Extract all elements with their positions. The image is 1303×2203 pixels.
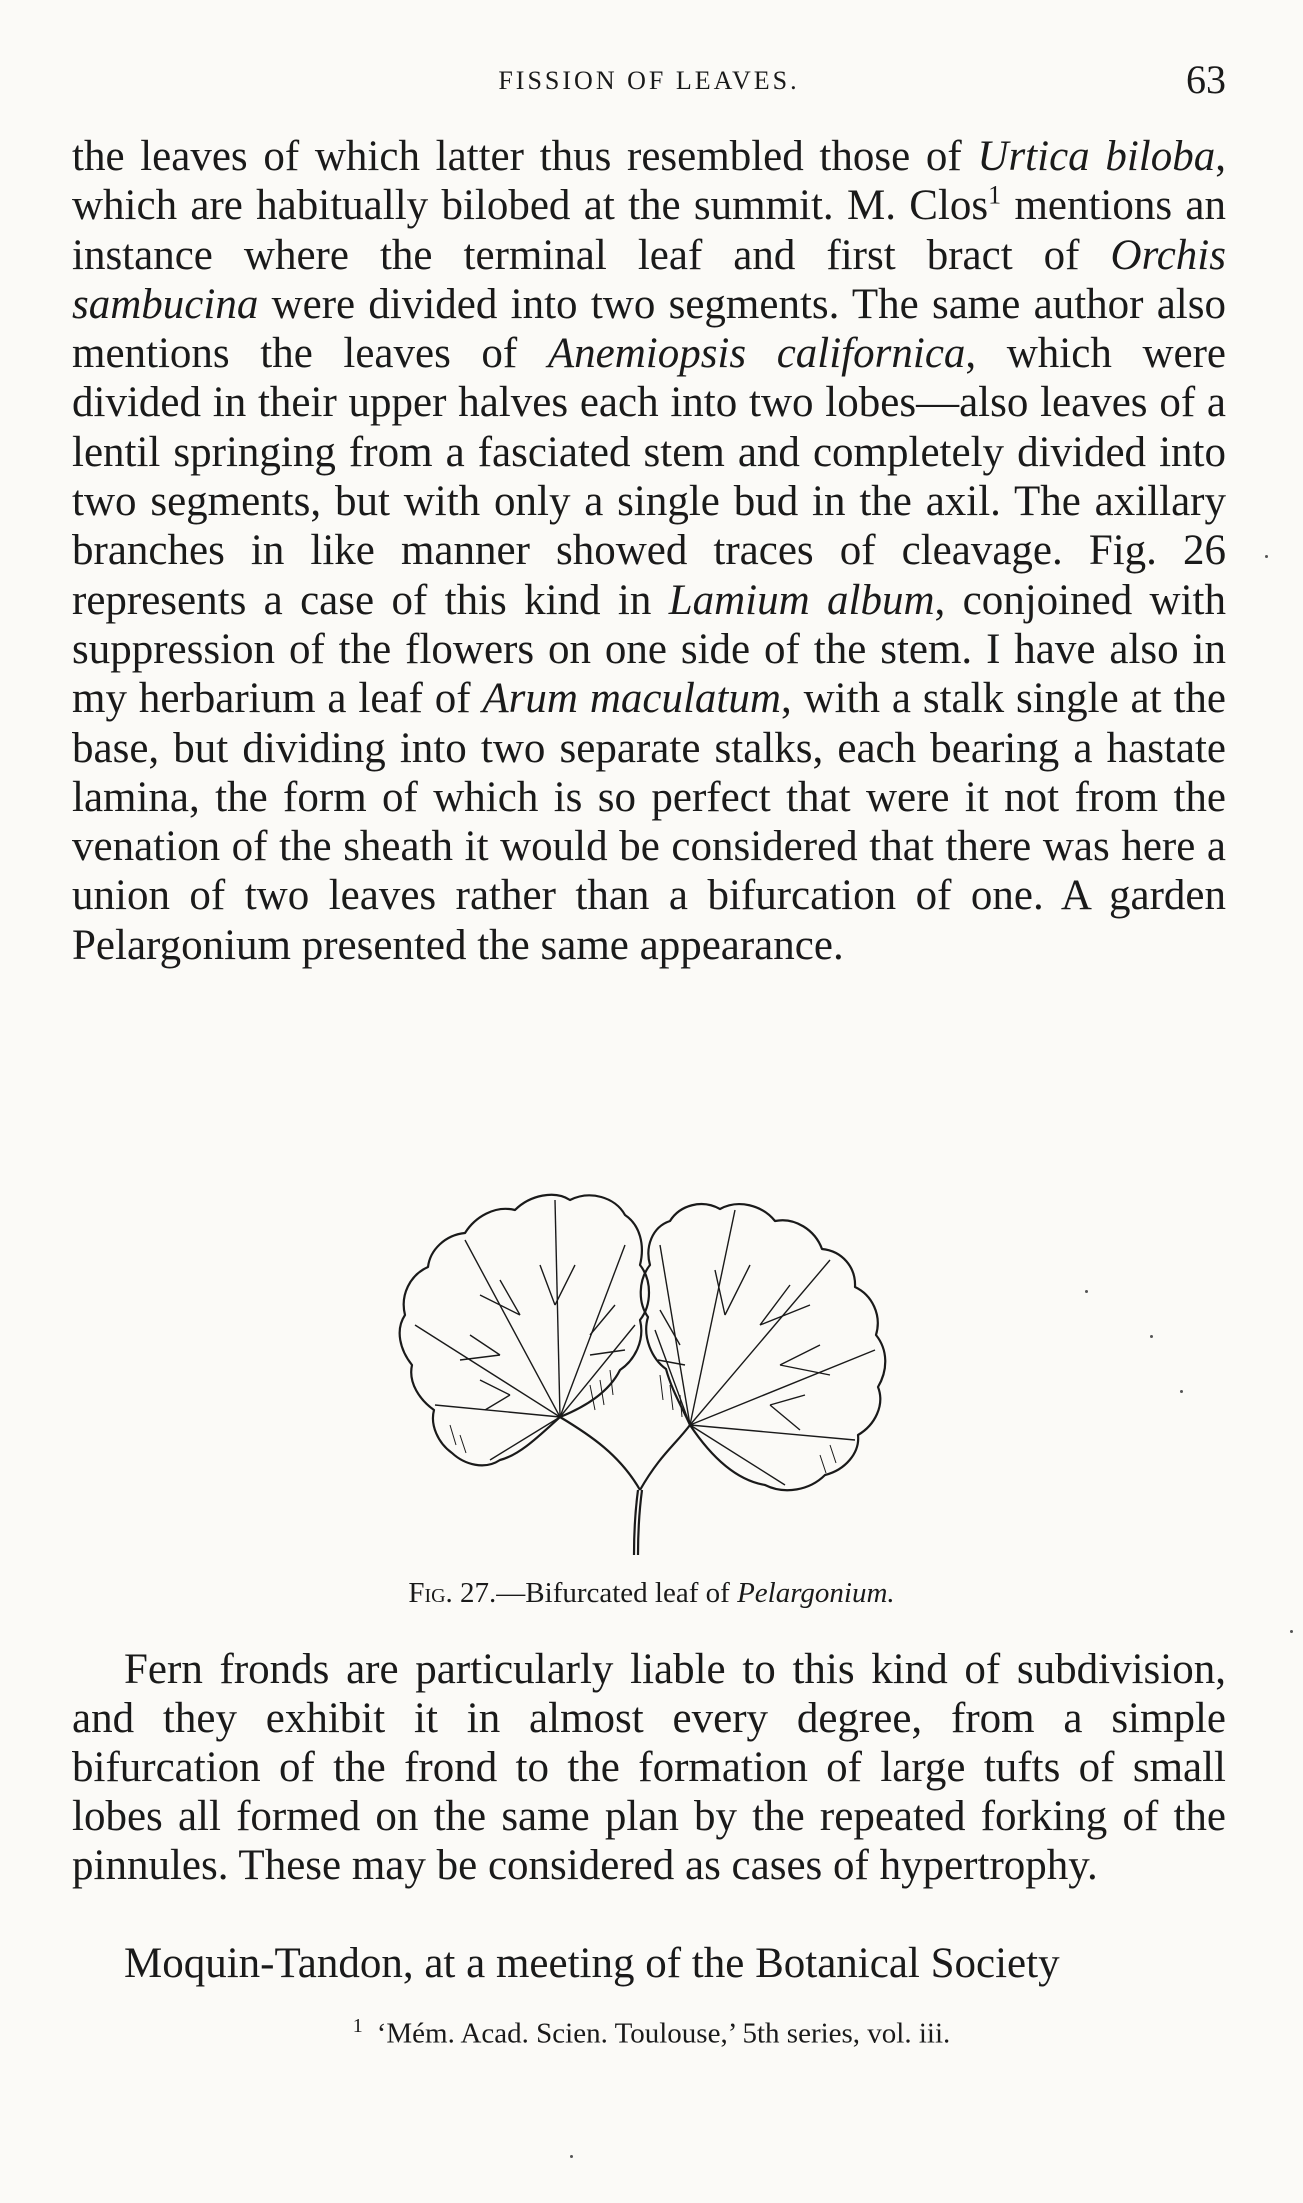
body-paragraph-1 (72, 132, 1226, 970)
taxon-lamium-album: Lamium album (668, 576, 935, 624)
figure-label: Fig. 27. (408, 1577, 497, 1609)
figure-bifurcated-leaf (390, 1155, 890, 1555)
footnote-marker: 1 (352, 2015, 363, 2037)
footnote-text: ‘Mém. Acad. Scien. Toulouse,’ 5th series, vol. iii. (376, 2017, 951, 2050)
text-run: the leaves of which latter thus resembled those of (72, 133, 978, 180)
text-run: , with a stalk single at the base, but dividing into two separate stalks, each bearing a hastate lamina, the form of which is so perfect that were it not from the venation of the sheath it would be considered that there was here a union of two leaves rather than a bifurcation of one. A garden Pelargonium presented the same appearance. (72, 675, 1226, 969)
taxon-orchis-sambucina: Orchis sambucina (72, 231, 1226, 328)
caption-taxon: Pelargonium. (737, 1577, 895, 1609)
taxon-arum-maculatum: Arum maculatum (482, 675, 781, 723)
caption-text: —Bifurcated leaf of (496, 1577, 738, 1609)
text-run: , which were divided in their upper halves each into two lobes—also leaves of a lentil springing from a fasciated stem and completely divided into two segments, but with only a single bud in the axil. The axillary branches in like manner showed traces of cleavage. Fig. 26 represents a case of this kind in (72, 330, 1226, 624)
paper-speck (570, 2155, 573, 2158)
paper-speck (1290, 1630, 1293, 1633)
body-paragraph-3: Moquin-Tandon, at a meeting of the Botanical Society (124, 1940, 1060, 1987)
text-run: , which are habitually bilobed at the summit. M. Clos (72, 133, 1226, 230)
page-number: 63 (1186, 57, 1226, 102)
taxon-urtica-biloba: Urtica biloba (977, 133, 1216, 180)
text-run: , conjoined with suppression of the flowers on one side of the stem. I have also in my herbarium a leaf of (72, 576, 1226, 723)
right-petiole (640, 1425, 690, 1490)
running-title: FISSION OF LEAVES. (498, 66, 800, 95)
figure-caption (0, 1577, 1303, 1610)
paper-speck (1180, 1390, 1183, 1393)
running-head (72, 56, 1226, 106)
footnote (0, 2015, 1303, 2051)
text-run: mentions an instance where the terminal leaf and first bract of (72, 182, 1226, 279)
leaf-stalk (638, 1490, 642, 1555)
left-leaf-blade (400, 1195, 649, 1466)
footnote-reference: 1 (988, 180, 1002, 210)
text-run: were divided into two segments. The same author also mentions the leaves of (72, 280, 1226, 378)
left-petiole (560, 1417, 640, 1490)
paper-speck (1265, 555, 1268, 558)
paper-speck (1085, 1290, 1088, 1293)
taxon-anemiopsis-californica: Anemiopsis californica (547, 330, 966, 378)
bifurcated-leaf-illustration (390, 1155, 890, 1555)
body-paragraph-2: Fern fronds are particularly liable to this kind of subdivision, and they exhibit it in almost every degree, from a simple bifurcation of the frond to the formation of large tufts of small lobes all formed on the same plan by the repeated forking of the pinnules. These may be considered as cases of hypertrophy. (72, 1646, 1226, 1889)
paper-speck (1150, 1335, 1153, 1338)
right-leaf-veins (655, 1210, 875, 1485)
